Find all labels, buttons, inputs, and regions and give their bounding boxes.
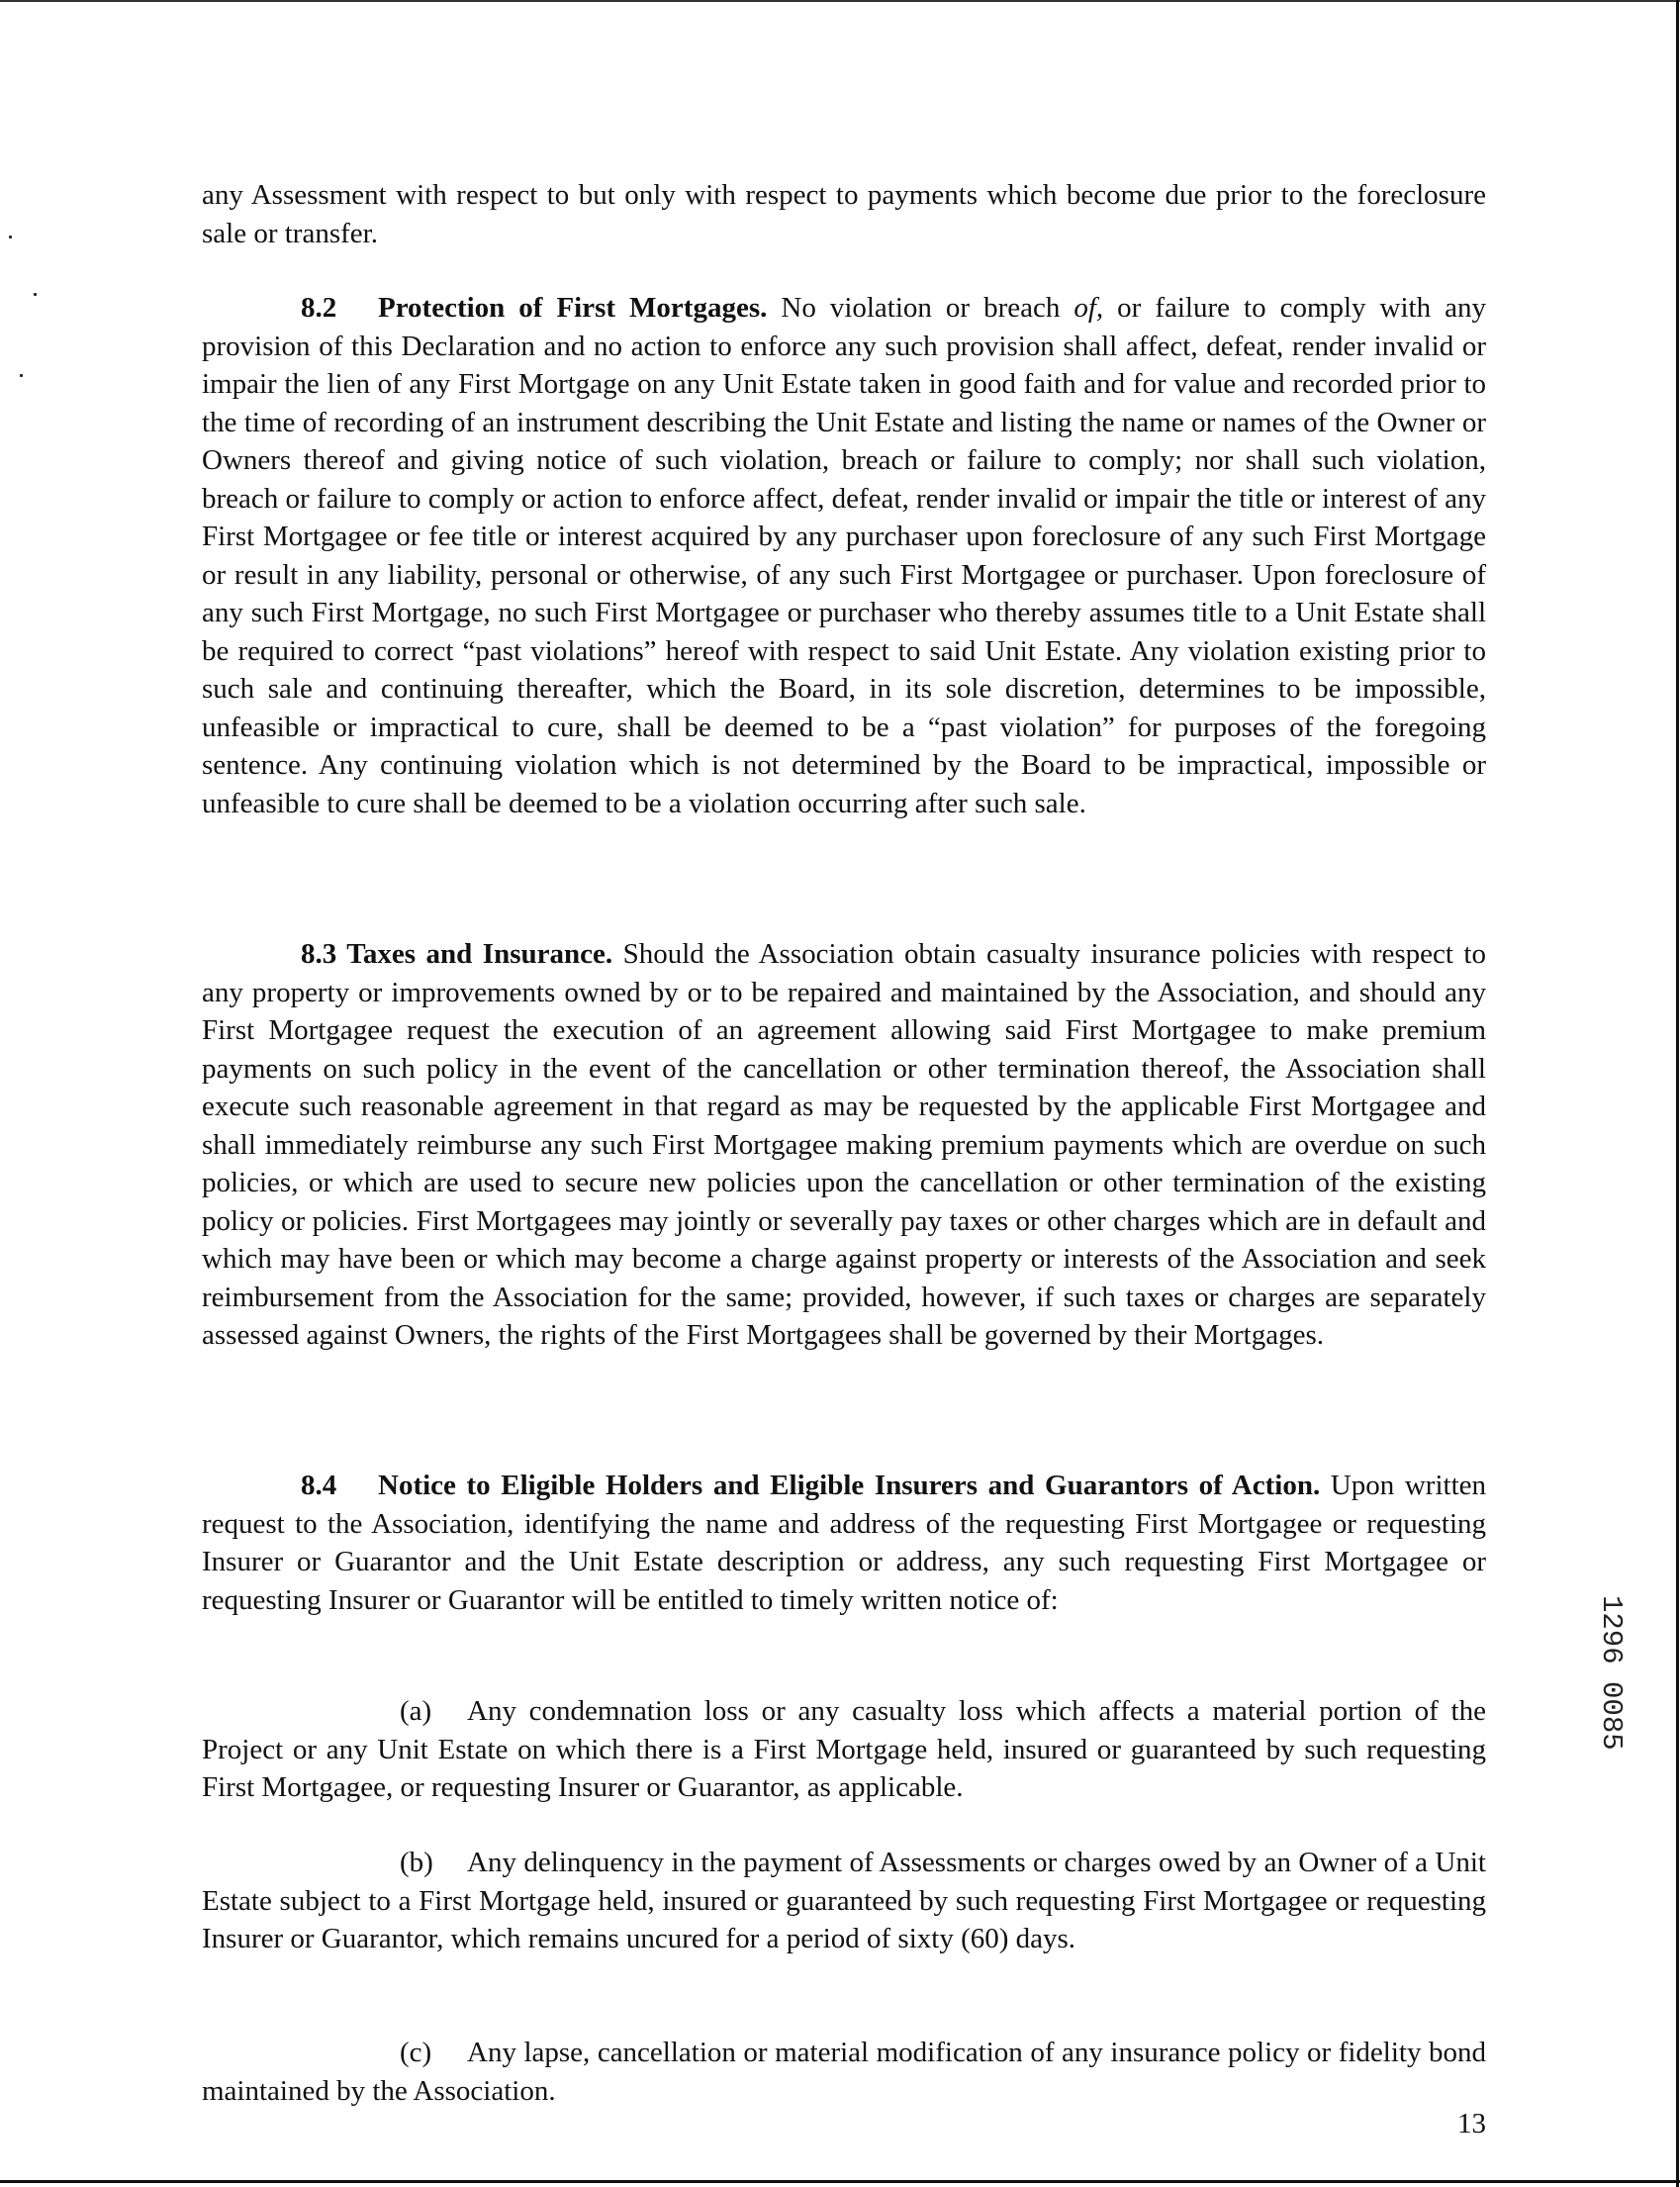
section-8-3-paragraph bbox=[202, 935, 1486, 1355]
section-text: Should the Association obtain casualty insurance policies with respect to any property or improvements owned by or to be repaired and maintained by the Association, and should any First Mortgagee request the execution of an agreement allowing said First Mortgagee to make premium payments on such policy in the event of the cancellation or other termination thereof, the Association shall execute such reasonable agreement in that regard as may be requested by the applicable First Mortgagee and shall immediately reimburse any such First Mortgagee making premium payments which are overdue on such policies, or which are used to secure new policies upon the cancellation or other termination of the existing policy or policies. First Mortgagees may jointly or severally pay taxes or other charges which are in default and which may have been or which may become a charge against property or interests of the Association and seek reimbursement from the Association for the same; provided, however, if such taxes or charges are separately assessed against Owners, the rights of the First Mortgagees shall be governed by their Mortgages. bbox=[202, 938, 1486, 1351]
scan-top-edge bbox=[0, 0, 1680, 2]
list-item bbox=[202, 2034, 1486, 2110]
section-text-italic: of, bbox=[1073, 292, 1104, 324]
scan-bottom-border bbox=[0, 2180, 1680, 2183]
scan-right-border bbox=[1676, 0, 1679, 2187]
section-8-4 bbox=[202, 1467, 1486, 1619]
section-8-2 bbox=[202, 289, 1486, 822]
section-heading: Protection of First Mortgages. bbox=[378, 292, 768, 324]
section-text: Upon written request to the Association, identifying the name and address of the requesting First Mortgagee or requesting Insurer or Guarantor and the Unit Estate description or address, any such requesting First Mortgagee or requesting Insurer or Guarantor will be entitled to timely written notice of: bbox=[202, 1470, 1486, 1616]
page-number: 13 bbox=[1457, 2108, 1486, 2139]
scan-speck bbox=[20, 374, 23, 377]
list-item-b bbox=[202, 1844, 1486, 1958]
list-item-label: (c) bbox=[400, 2037, 432, 2068]
list-item-text: Any condemnation loss or any casualty loss which affects a material portion of the Project or any Unit Estate on which there is a First Mortgage held, insured or guaranteed by such requesting First Mortgagee, or requesting Insurer or Guarantor, as applicable. bbox=[202, 1695, 1486, 1803]
continuation-paragraph: any Assessment with respect to but only with respect to payments which become due prior to the foreclosure sale or transfer. bbox=[202, 179, 1486, 249]
list-item-c bbox=[202, 2034, 1486, 2110]
section-text: No violation or breach bbox=[767, 292, 1074, 324]
list-item bbox=[202, 1844, 1486, 1958]
section-heading: Notice to Eligible Holders and Eligible Insurers and Guarantors of Action. bbox=[378, 1470, 1321, 1501]
list-item bbox=[202, 1692, 1486, 1807]
section-8-3 bbox=[202, 935, 1486, 1355]
recording-stamp: 1296 0085 bbox=[1595, 1595, 1628, 1751]
section-text: or failure to comply with any provision of this Declaration and no action to enforce any such provision shall affect, defeat, render invalid or impair the lien of any First Mortgage on any Unit Estate taken in good faith and for value and recorded prior to the time of recording of an instrument describing the Unit Estate and listing the name or names of the Owner or Owners thereof and giving notice of such violation, breach or failure to comply; nor shall such violation, breach or failure to comply or action to enforce affect, defeat, render invalid or impair the title or interest of any First Mortgagee or fee title or interest acquired by any purchaser upon foreclosure of any such First Mortgage or result in any liability, personal or otherwise, of any such First Mortgagee or purchaser. Upon foreclosure of any such First Mortgage, no such First Mortgagee or purchaser who thereby assumes title to a Unit Estate shall be required to correct “past violations” hereof with respect to said Unit Estate. Any violation existing prior to such sale and continuing thereafter, which the Board, in its sole discretion, determines to be impossible, unfeasible or impractical to cure, shall be deemed to be a “past violation” for purposes of the foregoing sentence. Any continuing violation which is not determined by the Board to be impractical, impossible or unfeasible to cure shall be deemed to be a violation occurring after such sale. bbox=[202, 292, 1486, 819]
list-item-label: (b) bbox=[400, 1847, 433, 1878]
section-number: 8.4 bbox=[301, 1470, 337, 1501]
list-item-text: Any delinquency in the payment of Assessments or charges owed by an Owner of a Unit Estate subject to a First Mortgage held, insured or guaranteed by such requesting First Mortgagee or requesting Insurer or Guarantor, which remains uncured for a period of sixty (60) days. bbox=[202, 1847, 1486, 1954]
list-item-text: Any lapse, cancellation or material modification of any insurance policy or fidelity bond maintained by the Association. bbox=[202, 2037, 1486, 2107]
scan-speck bbox=[34, 293, 37, 296]
section-8-4-paragraph bbox=[202, 1467, 1486, 1619]
scan-speck bbox=[9, 236, 12, 238]
section-number: 8.2 bbox=[301, 292, 337, 324]
list-item-label: (a) bbox=[400, 1695, 432, 1727]
section-heading: 8.3 Taxes and Insurance. bbox=[301, 938, 613, 970]
page-body bbox=[202, 176, 1486, 252]
section-8-2-paragraph bbox=[202, 289, 1486, 822]
list-item-a bbox=[202, 1692, 1486, 1807]
